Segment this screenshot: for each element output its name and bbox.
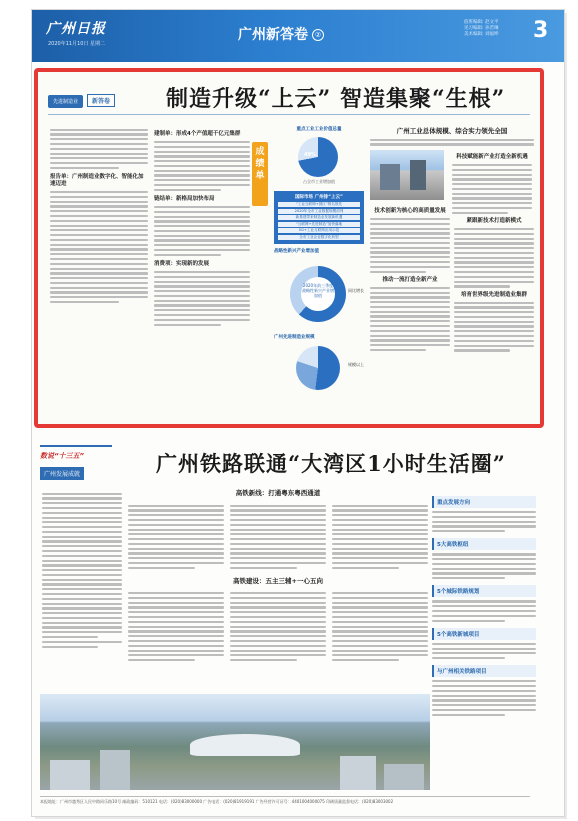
column-subheading: 推动一流打造全新产业 <box>382 276 438 283</box>
column-subheading: 报告单：广州制造业数字化、智能化加速迈进 <box>50 174 144 188</box>
category-tag: 先进制造业 <box>48 95 83 108</box>
info-box-row: 5G+工业互联网应用示范 <box>278 228 360 233</box>
masthead <box>32 10 564 62</box>
pie-chart <box>274 342 364 398</box>
infographic-column <box>274 126 364 426</box>
sidebar-heading: 重点发展方向 <box>432 496 536 508</box>
article-column <box>370 126 534 422</box>
newspaper-logo: 广州日报 <box>46 21 106 37</box>
highlighted-article[interactable] <box>34 68 544 428</box>
pie-percent-label: 49% <box>304 152 316 158</box>
article-column <box>454 214 534 354</box>
info-box-row: “互联网+先进制造”加快落地 <box>278 222 360 227</box>
column-subheading: 培育世界级先进制造业集群 <box>460 291 527 298</box>
sidebar-heading: 5个城际铁路规划 <box>432 585 536 597</box>
sidebar-heading: 与广州相关铁路项目 <box>432 665 536 677</box>
donut-chart <box>274 260 364 330</box>
article-headline: 制造升级“上云” 智造集聚“生根” <box>166 86 506 112</box>
divider <box>48 114 530 115</box>
pie-slice <box>296 346 340 390</box>
section-tag-label: 广州发展成就 <box>40 467 84 480</box>
section-name: 广州新答卷 <box>238 27 308 43</box>
page-footer: 本报地址：广州市越秀区人民中路同乐路10号 邮政编码：510121 电话：(020)83000000 广告电话：(020)81919191 广告经营许可证号：4401004000075 印刷质量监督电话：(020)83003002 <box>40 796 530 807</box>
editor-credit: 值班编辑: 赵文平 <box>464 20 499 25</box>
article-body <box>128 484 428 664</box>
issue-date: 2020年11月10日 星期二 <box>48 41 106 47</box>
pie-side-label: 规模以上 <box>348 362 364 367</box>
sidebar-list <box>432 490 536 719</box>
section-tag <box>40 445 112 487</box>
subcategory-tag: 新答卷 <box>87 94 115 107</box>
info-box-title: 国际市场 广州排“上云” <box>295 195 343 200</box>
editor-credit: 美术编辑: 刘福坤 <box>464 32 499 37</box>
factory-photo <box>370 150 444 200</box>
info-box-row: 2020年全市工业数据规模前列 <box>278 209 360 214</box>
chart-title: 广州先进制造业规模 <box>274 335 315 340</box>
section-title <box>238 24 324 44</box>
article-subheading: 高铁建设：五主三辅+一心五向 <box>233 576 323 585</box>
article-column <box>370 204 450 354</box>
editor-credits <box>464 20 498 38</box>
chart-title: 战略性新兴产业增加值 <box>274 249 319 254</box>
article-tag <box>48 88 115 108</box>
sidebar-heading: 5个高铁新城项目 <box>432 628 536 640</box>
editor-credit: 见习编辑: 孙若琳 <box>464 26 499 31</box>
article-column <box>154 126 250 416</box>
article-headline: 广州铁路联通“大湾区1小时生活圈” <box>156 451 506 476</box>
column-subheading: 建制单：形成4个产值超千亿元集群 <box>154 131 241 137</box>
info-box <box>274 191 364 244</box>
article-column <box>50 126 148 376</box>
section-tag-title: 数说“十三五” <box>40 452 85 460</box>
achievement-badge: 成绩单 <box>252 142 268 206</box>
info-box-row: “工业互联网+园区”排名领先 <box>278 202 360 207</box>
railway-station-aerial-photo <box>40 694 430 790</box>
column-subheading: 技术创新为核心的高质量发展 <box>374 208 446 214</box>
donut-center-label: 2020年前三季度战略性新兴产业增加值 <box>301 277 335 311</box>
info-box-row: 全市工业企业数字化转型 <box>278 235 360 240</box>
pie-note: 占全市工业增加值 <box>303 179 335 184</box>
column-subheading: 科技赋能新产业打造全新机遇 <box>456 154 528 160</box>
sidebar-heading: 5大高铁枢纽 <box>432 538 536 550</box>
article-column <box>452 150 532 217</box>
column-subheading: 链结单：新格局加快布局 <box>154 196 215 202</box>
column-subheading: 消费项：实现新的发展 <box>154 261 210 267</box>
article-column <box>42 490 122 650</box>
chart-title: 重点工业工业价值总量 <box>296 127 342 132</box>
article-subheading: 高铁新线：打通粤东粤西通道 <box>235 489 321 497</box>
page-number: 3 <box>533 18 549 43</box>
column-heading: 广州工业总体规模、综合实力领先全国 <box>396 127 508 135</box>
pie-chart <box>274 135 364 187</box>
section-number: ② <box>312 29 324 41</box>
donut-side-label: 同比增长 <box>348 288 364 293</box>
info-box-row: 新基建带来制造业发展新机遇 <box>278 215 360 220</box>
column-subheading: 紧跟新技术打造新模式 <box>466 218 522 224</box>
